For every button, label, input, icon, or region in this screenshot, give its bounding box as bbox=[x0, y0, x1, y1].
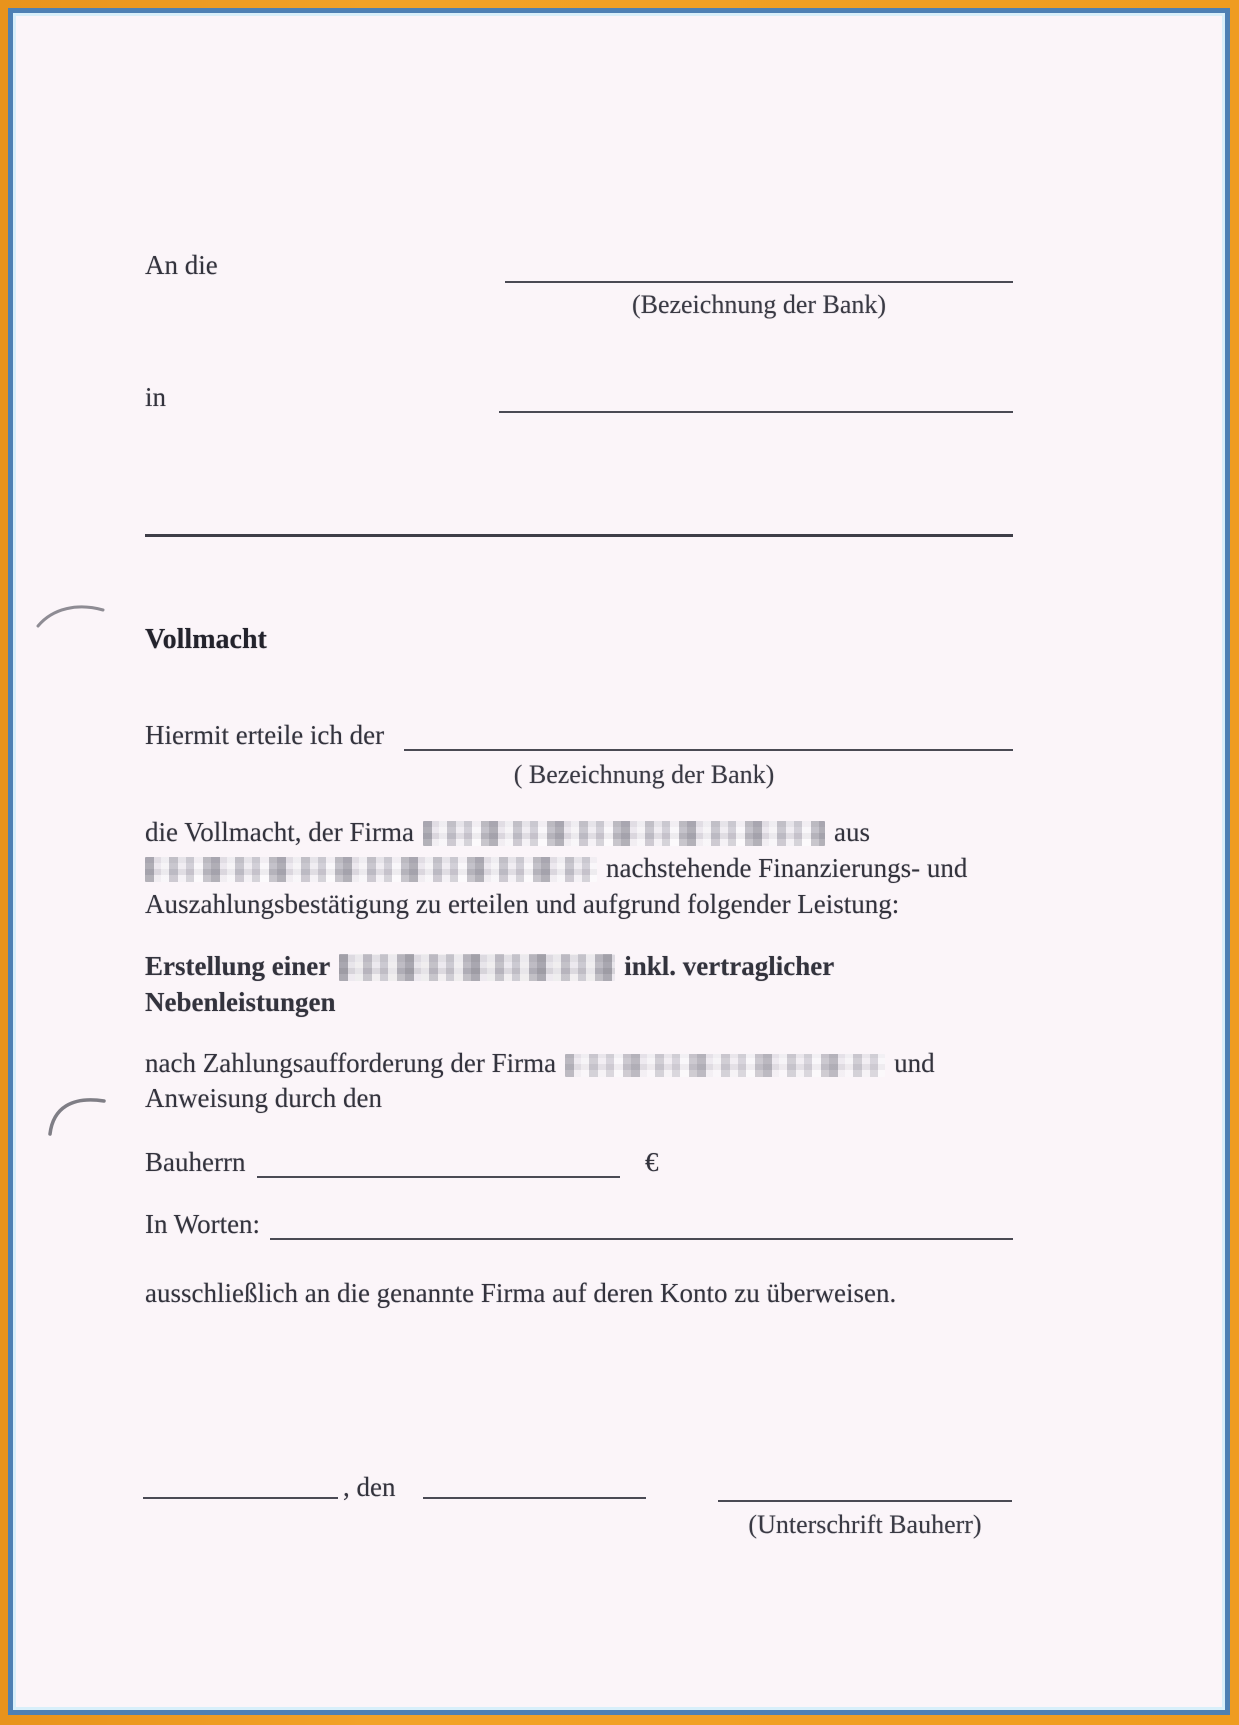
service-before: Erstellung einer bbox=[145, 951, 331, 981]
payment-after: und bbox=[894, 1048, 935, 1078]
signature-fill-line bbox=[718, 1500, 1012, 1502]
bank-caption: (Bezeichnung der Bank) bbox=[631, 290, 887, 319]
amount-fill-line bbox=[257, 1176, 620, 1178]
bauherrn-label: Bauherrn bbox=[145, 1147, 246, 1177]
payment-line-2: Anweisung durch den bbox=[145, 1083, 382, 1113]
text-before-firm: die Vollmacht, der Firma bbox=[145, 817, 414, 847]
an-die-label: An die bbox=[145, 250, 218, 280]
date-separator-label: , den bbox=[343, 1472, 396, 1502]
intro-bank-fill-line bbox=[404, 749, 1013, 751]
payment-before: nach Zahlungsaufforderung der Firma bbox=[145, 1048, 557, 1078]
paragraph-line-1 bbox=[145, 814, 1045, 850]
authorization-paragraph bbox=[145, 814, 1045, 922]
paragraph-line-3: Auszahlungsbestätigung zu erteilen und aufgrund folgender Leistung: bbox=[145, 889, 900, 919]
place-fill-line bbox=[143, 1497, 338, 1499]
paragraph-line-2 bbox=[145, 850, 1045, 886]
payment-line-1 bbox=[145, 1046, 1045, 1081]
service-heading bbox=[145, 948, 1045, 1020]
in-words-label: In Worten: bbox=[145, 1209, 261, 1239]
redacted-firm-name-2 bbox=[565, 1054, 885, 1077]
payment-paragraph bbox=[145, 1046, 1045, 1116]
service-line-1 bbox=[145, 948, 1045, 984]
text-after-address: nachstehende Finanzierungs- und bbox=[606, 853, 968, 883]
redacted-service-name bbox=[339, 954, 615, 981]
scan-artifact-arc-bottom bbox=[46, 1092, 112, 1140]
bank-name-fill-line bbox=[505, 281, 1013, 283]
date-fill-line bbox=[423, 1497, 646, 1499]
signature-caption: (Unterschrift Bauherr) bbox=[748, 1510, 982, 1539]
divider-line bbox=[145, 534, 1013, 537]
in-label: in bbox=[145, 382, 167, 412]
redacted-firm-name bbox=[423, 821, 825, 846]
euro-symbol: € bbox=[645, 1147, 659, 1177]
document-title: Vollmacht bbox=[145, 624, 267, 655]
intro-label: Hiermit erteile ich der bbox=[145, 720, 385, 750]
service-after: inkl. vertraglicher bbox=[624, 951, 835, 981]
service-line-2: Nebenleistungen bbox=[145, 987, 336, 1017]
in-words-fill-line bbox=[270, 1238, 1013, 1240]
redacted-firm-address bbox=[145, 857, 597, 882]
scan-artifact-arc-top bbox=[33, 596, 111, 636]
text-after-firm: aus bbox=[833, 817, 870, 847]
closing-sentence: ausschließlich an die genannte Firma auf deren Konto zu überweisen. bbox=[145, 1278, 897, 1308]
city-fill-line bbox=[499, 411, 1013, 413]
bank-caption-2: ( Bezeichnung der Bank) bbox=[513, 760, 775, 789]
